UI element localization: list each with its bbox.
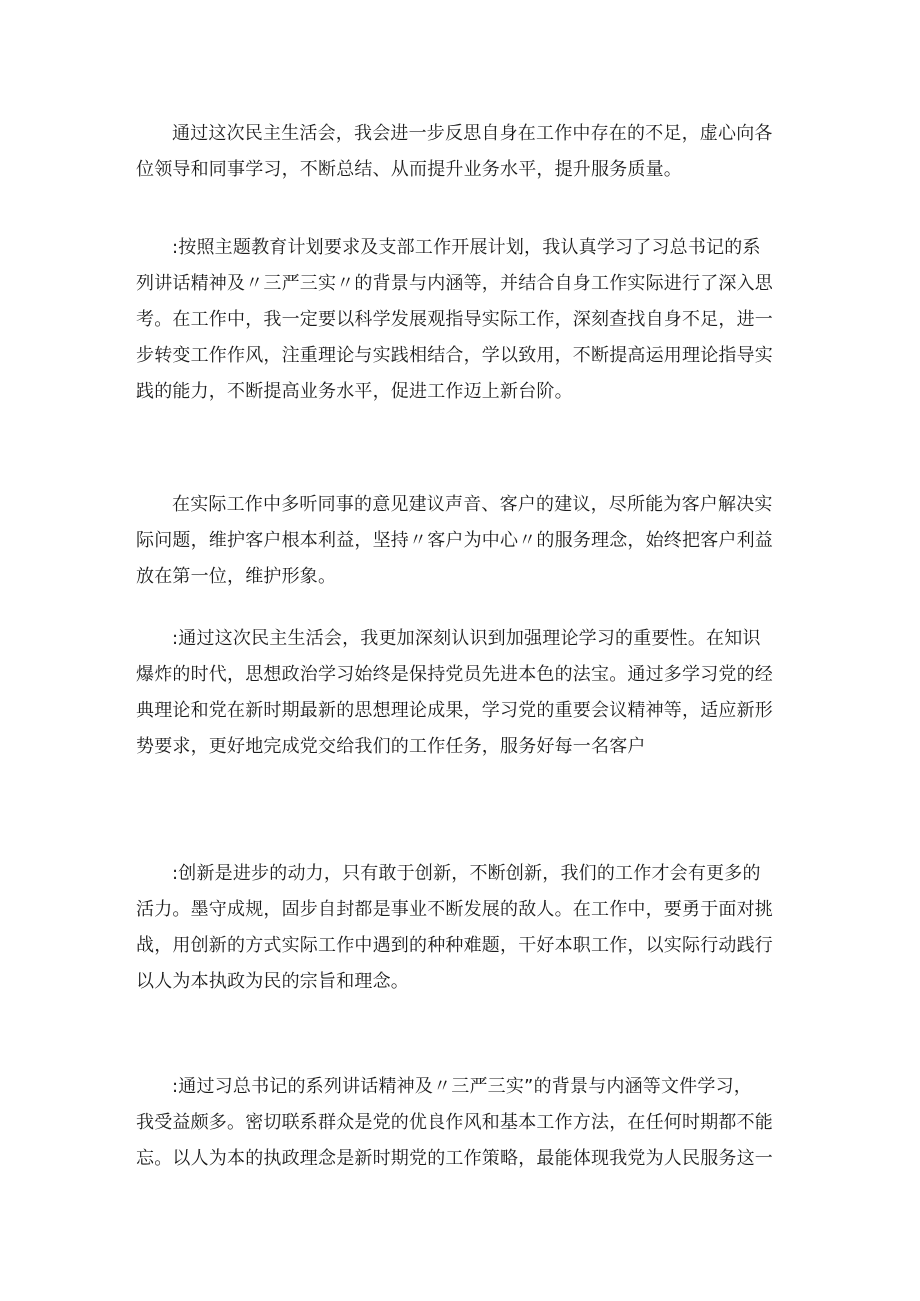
paragraph-5: [136, 856, 788, 1000]
paragraph-line: :创新是进步的动力，只有敢于创新，不断创新，我们的工作才会有更多的: [172, 863, 761, 884]
paragraph-line: 忘。以人为本的执政理念是新时期党的工作策略，最能体现我党为人民服务这一: [136, 1148, 773, 1169]
paragraph-line: :通过这次民主生活会，我更加深刻认识到加强理论学习的重要性。在知识: [172, 628, 761, 649]
paragraph-line: 典理论和党在新时期最新的思想理论成果，学习党的重要会议精神等，适应新形: [136, 700, 773, 721]
paragraph-line: :按照主题教育计划要求及支部工作开展计划，我认真学习了习总书记的系: [172, 237, 761, 258]
paragraph-line: 爆炸的时代，思想政治学习始终是保持党员先进本色的法宝。通过多学习党的经: [136, 664, 773, 685]
paragraph-6: [136, 1069, 788, 1177]
paragraph-4: [136, 621, 788, 765]
paragraph-line: 势要求，更好地完成党交给我们的工作任务，服务好每一名客户: [136, 736, 646, 757]
paragraph-line: 位领导和同事学习，不断总结、从而提升业务水平，提升服务质量。: [136, 159, 682, 180]
paragraph-3: [136, 487, 788, 595]
paragraph-line: 活力。墨守成规，固步自封都是事业不断发展的敌人。在工作中，要勇于面对挑: [136, 899, 773, 920]
paragraph-line: 我受益颇多。密切联系群众是党的优良作风和基本工作方法，在任何时期都不能: [136, 1112, 773, 1133]
paragraph-line: 践的能力，不断提高业务水平，促进工作迈上新台阶。: [136, 381, 573, 402]
paragraph-line: 考。在工作中，我一定要以科学发展观指导实际工作，深刻查找自身不足，进一: [136, 309, 773, 330]
paragraph-line: :通过习总书记的系列讲话精神及〃三严三实”的背景与内涵等文件学习，: [172, 1076, 752, 1097]
paragraph-line: 战，用创新的方式实际工作中遇到的种种难题，干好本职工作，以实际行动践行: [136, 935, 773, 956]
paragraph-line: 际问题，维护客户根本利益，坚持〃客户为中心〃的服务理念，始终把客户利益: [136, 530, 773, 551]
paragraph-line: 在实际工作中多听同事的意见建议声音、客户的建议，尽所能为客户解决实: [172, 494, 773, 515]
paragraph-1: [136, 116, 788, 188]
paragraph-line: 通过这次民主生活会，我会进一步反思自身在工作中存在的不足，虚心向各: [172, 123, 773, 144]
paragraph-line: 步转变工作作风，注重理论与实践相结合，学以致用，不断提高运用理论指导实: [136, 345, 773, 366]
paragraph-line: 以人为本执政为民的宗旨和理念。: [136, 971, 409, 992]
paragraph-line: 列讲话精神及〃三严三实〃的背景与内涵等，并结合自身工作实际进行了深入思: [136, 273, 773, 294]
paragraph-line: 放在第一位，维护形象。: [136, 566, 337, 587]
paragraph-2: [136, 230, 788, 410]
